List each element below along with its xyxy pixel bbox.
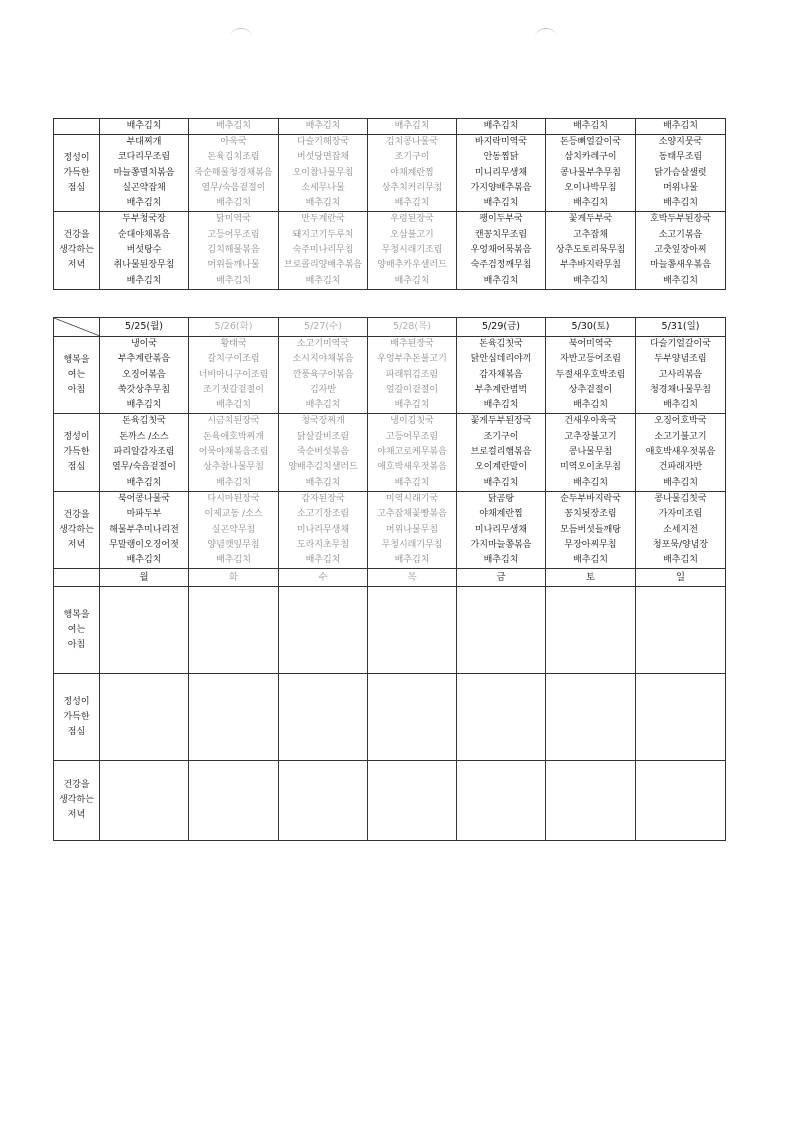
dish-item: 가지양배추볶음 <box>470 182 532 193</box>
dish-item: 소세무나물 <box>301 182 345 193</box>
dish-item: 열무/숙음겉절이 <box>112 462 176 473</box>
menu-cell <box>279 212 368 289</box>
menu-cell <box>189 119 279 135</box>
date-header-sun: 5/31(일) <box>636 318 726 337</box>
dish-item: 배추김치 <box>216 275 251 286</box>
dish-item: 북어콩나물국 <box>117 493 171 504</box>
dish-item: 브로컬리햄볶음 <box>470 447 532 458</box>
meal-label: 행복을 여는 아침 <box>54 337 100 414</box>
date-header-mon: 5/25(월) <box>100 318 189 337</box>
dish-item: 배추김치 <box>126 555 162 566</box>
menu-cell <box>100 414 189 491</box>
dish-item: 숙주검정깨무침 <box>470 260 532 271</box>
dish-item: 배추김치 <box>483 198 519 209</box>
dish-item: 냉이국 <box>130 339 158 349</box>
menu-cell <box>189 337 279 414</box>
meal-label: 정성이 가득한 점심 <box>54 414 100 491</box>
dish-item: 배추김치 <box>216 477 251 488</box>
menu-cell <box>279 587 368 674</box>
dish-item: 소고기불고기 <box>654 431 707 442</box>
dish-item: 양배추김치샐러드 <box>288 462 358 473</box>
dish-item: 애호박새우젓볶음 <box>645 447 716 458</box>
day-label-tue: 화 <box>189 569 279 587</box>
dish-item: 배추김치 <box>573 275 608 286</box>
meal-label: 건강을 생각하는 저녁 <box>54 212 100 289</box>
dish-item: 무청시래기조림 <box>381 245 443 256</box>
dish-item: 상추참나물무침 <box>203 462 264 473</box>
dish-item: 배추김치 <box>394 198 430 209</box>
dish-item: 갈치구이조림 <box>207 354 260 365</box>
menu-cell <box>189 491 279 568</box>
dish-item: 시금치된장국 <box>207 416 260 427</box>
dish-item: 배추김치 <box>126 400 162 411</box>
dish-item: 야채계란찜 <box>390 167 434 178</box>
dish-item: 배추김치 <box>305 477 341 488</box>
dish-item: 미역시래기국 <box>385 493 439 504</box>
dish-item: 상추겉절이 <box>568 384 613 395</box>
dish-item: 우엉부추돈불고기 <box>377 354 447 365</box>
dish-item: 배추김치 <box>394 275 430 286</box>
dish-item: 바지락미역국 <box>474 137 528 147</box>
dish-item: 북어미역국 <box>568 339 613 349</box>
dish-item: 꽃게두부국 <box>568 214 613 225</box>
dish-item: 무장아찌무침 <box>564 539 617 550</box>
dish-item: 상추치커리무침 <box>381 182 443 193</box>
dish-item: 너비아니구이조림 <box>198 369 269 380</box>
dish-item: 배추김치 <box>216 555 251 566</box>
dish-item: 배추김치 <box>483 121 519 131</box>
dish-item: 실곤약잡채 <box>122 182 166 193</box>
dish-item: 소고기장조림 <box>296 509 350 520</box>
menu-cell <box>279 119 368 135</box>
dish-item: 냉이김칫국 <box>390 416 434 427</box>
dish-item: 배추김치 <box>663 555 698 566</box>
meal-table-previous-week <box>53 118 726 290</box>
dish-item: 닭가슴살샐럿 <box>654 167 707 178</box>
dish-item: 배추김치 <box>663 477 698 488</box>
menu-cell <box>636 135 726 212</box>
menu-cell <box>457 119 546 135</box>
dish-item: 건파래자반 <box>658 462 703 473</box>
dish-item: 김자반 <box>309 384 337 395</box>
dish-item: 소고기볶음 <box>658 229 703 240</box>
dish-item: 애호박새우젓볶음 <box>377 462 447 473</box>
menu-cell <box>100 135 189 212</box>
dish-item: 건새우아욱국 <box>564 416 617 427</box>
menu-cell <box>368 119 457 135</box>
dish-item: 돈등뼈얼갈이국 <box>560 137 621 147</box>
dish-item: 순대야채볶음 <box>117 229 171 240</box>
dish-item: 고등어무조림 <box>385 431 439 442</box>
dish-item: 고추잡채 <box>573 229 608 240</box>
dish-item: 배추김치 <box>126 121 162 131</box>
menu-cell <box>368 337 457 414</box>
dish-item: 미나리무생채 <box>474 524 528 535</box>
menu-cell <box>636 587 726 674</box>
menu-cell <box>546 587 636 674</box>
dish-item: 배추김치 <box>663 275 698 286</box>
dish-item: 돈육김칫국 <box>122 416 166 427</box>
menu-cell <box>457 674 546 761</box>
dish-item: 조기구이 <box>483 431 519 442</box>
dish-item: 오이참나물무침 <box>292 167 354 178</box>
dish-item: 이제교동 /소스 <box>204 509 263 520</box>
meal-row <box>54 414 726 491</box>
header-corner-diagonal <box>54 318 100 337</box>
empty-meal-row <box>54 761 726 841</box>
dish-item: 닭곰탕 <box>487 493 515 504</box>
menu-cell <box>279 337 368 414</box>
meal-label: 정성이 가득한 점심 <box>54 135 100 212</box>
dish-item: 콩나물김칫국 <box>654 493 707 504</box>
menu-cell <box>546 119 636 135</box>
dish-item: 해물부추미나리전 <box>109 524 179 535</box>
menu-cell <box>100 491 189 568</box>
dish-item: 순두부바지락국 <box>560 493 621 504</box>
menu-cell <box>100 119 189 135</box>
dish-item: 배추김치 <box>483 477 519 488</box>
dish-item: 배추김치 <box>483 555 519 566</box>
dish-item: 감자채볶음 <box>479 369 523 380</box>
dish-item: 머위나물 <box>663 182 698 193</box>
meal-label: 건강을 생각하는 저녁 <box>54 491 100 568</box>
dish-item: 얼갈이겉절이 <box>385 384 439 395</box>
dish-item: 오징어볶음 <box>122 369 166 380</box>
menu-cell <box>189 587 279 674</box>
menu-cell <box>457 414 546 491</box>
dish-item: 죽순해물청경채볶음 <box>194 167 273 178</box>
punch-hole-right <box>535 28 557 47</box>
dish-item: 양배추카우샐러드 <box>377 260 447 271</box>
dish-item: 배추김치 <box>663 198 698 209</box>
day-label-mon: 월 <box>100 569 189 587</box>
dish-item: 배추김치 <box>394 121 430 131</box>
dish-item: 동태무조림 <box>658 152 703 163</box>
dish-item: 다슬기얼갈이국 <box>650 339 711 349</box>
meal-row <box>54 212 726 289</box>
dish-item: 배추김치 <box>305 121 341 131</box>
dish-item: 소고기미역국 <box>296 339 350 349</box>
menu-cell <box>368 674 457 761</box>
dish-item: 도라지초무침 <box>296 539 350 550</box>
dish-item: 배추된장국 <box>390 339 434 349</box>
dish-item: 배추김치 <box>573 400 608 411</box>
dish-item: 우렁된장국 <box>390 214 434 225</box>
dish-item: 만두계란국 <box>301 214 345 225</box>
menu-cell <box>189 414 279 491</box>
menu-cell <box>546 212 636 289</box>
dish-item: 배추김치 <box>394 400 430 411</box>
dish-item: 닭살갈비조림 <box>296 431 350 442</box>
menu-cell <box>279 491 368 568</box>
menu-cell <box>546 491 636 568</box>
dish-item: 꽃게두부된장국 <box>470 416 532 427</box>
dish-item: 배추김치 <box>394 477 430 488</box>
dish-item: 무말랭이오징어젓 <box>109 539 179 550</box>
date-header-wed: 5/27(수) <box>279 318 368 337</box>
dish-item: 파래튀김조림 <box>385 369 439 380</box>
dish-item: 안동찜닭 <box>483 152 519 163</box>
dish-item: 오삼불고기 <box>390 229 434 240</box>
dish-item: 꽁치됫장조림 <box>564 509 617 520</box>
menu-cell <box>368 587 457 674</box>
dish-item: 콩나물부추무침 <box>560 167 621 178</box>
dish-item: 돼지고기두루치 <box>292 229 354 240</box>
meal-label: 행복을 여는 아침 <box>54 587 100 674</box>
menu-cell <box>457 135 546 212</box>
dish-item: 버섯당면잡채 <box>296 152 350 163</box>
menu-cell <box>457 761 546 841</box>
dish-item: 배추김치 <box>573 555 608 566</box>
dish-item: 오이나박무침 <box>564 182 617 193</box>
dish-item: 상추도토리묵무침 <box>555 245 626 256</box>
dish-item: 다슬기해장국 <box>296 137 350 147</box>
dish-item: 돈육애호박찌개 <box>203 431 264 442</box>
dish-item: 조기구이 <box>394 152 430 163</box>
date-header-thu: 5/28(목) <box>368 318 457 337</box>
dish-item: 배추김치 <box>216 400 251 411</box>
dish-item: 고춧잎장아찌 <box>654 245 707 256</box>
dish-item: 다시마된장국 <box>207 493 260 504</box>
dish-item: 머위들깨나물 <box>207 260 260 271</box>
menu-cell <box>368 491 457 568</box>
dish-item: 우엉채어묵볶음 <box>470 245 532 256</box>
menu-cell <box>368 212 457 289</box>
menu-cell <box>100 761 189 841</box>
dish-item: 콩나물무침 <box>568 447 613 458</box>
dish-item: 김치콩나물국 <box>385 137 439 147</box>
dish-item: 두부청국장 <box>122 214 166 225</box>
meal-row <box>54 337 726 414</box>
dish-item: 마늘쫑새우볶음 <box>650 260 711 271</box>
dish-item: 버섯탕수 <box>126 245 162 256</box>
dish-item: 소시지야채볶음 <box>292 354 354 365</box>
meal-label: 건강을 생각하는 저녁 <box>54 761 100 841</box>
menu-cell <box>457 212 546 289</box>
dish-item: 캔꽁치무조림 <box>474 229 528 240</box>
diagonal-line-icon <box>54 318 100 336</box>
date-header-tue: 5/26(화) <box>189 318 279 337</box>
dish-item: 모듬버섯들깨탕 <box>560 524 621 535</box>
dish-item: 고추장불고기 <box>564 431 617 442</box>
meal-table-week-0525 <box>53 317 726 841</box>
dish-item: 배추김치 <box>483 275 519 286</box>
menu-cell <box>457 337 546 414</box>
menu-cell <box>189 674 279 761</box>
dish-item: 두절새우호박조림 <box>555 369 626 380</box>
dish-item: 아욱국 <box>220 137 247 147</box>
dish-item: 열무/숙음겉절이 <box>201 182 266 193</box>
dish-item: 부추계란볶음 <box>117 354 171 365</box>
dish-item: 브로콜리양배추볶음 <box>283 260 363 271</box>
dish-item: 미역오이초무침 <box>560 462 621 473</box>
day-label-sat: 토 <box>546 569 636 587</box>
dish-item: 마파두부 <box>126 509 162 520</box>
dish-item: 배추김치 <box>305 555 341 566</box>
menu-cell <box>546 135 636 212</box>
dish-item: 닭안심데리야끼 <box>470 354 532 365</box>
menu-cell <box>546 761 636 841</box>
dish-item: 부추계란범벅 <box>474 384 528 395</box>
menu-cell <box>636 414 726 491</box>
punch-hole-left <box>230 28 252 47</box>
dish-item: 숙주미나리무침 <box>292 245 354 256</box>
dish-item: 배추김치 <box>573 121 608 131</box>
menu-cell <box>546 337 636 414</box>
menu-cell <box>279 414 368 491</box>
dish-item: 소세지전 <box>663 524 698 535</box>
menu-cell <box>100 587 189 674</box>
dish-item: 조기젓갈겉절이 <box>203 384 264 395</box>
dish-item: 오이계란말이 <box>474 462 528 473</box>
meal-row <box>54 135 726 212</box>
dish-item: 배추김치 <box>305 275 341 286</box>
dish-item: 배추김치 <box>483 400 519 411</box>
dish-item: 가자미조림 <box>658 509 703 520</box>
menu-cell <box>189 761 279 841</box>
dish-item: 코다리무조림 <box>117 152 171 163</box>
dish-item: 배추김치 <box>216 121 251 131</box>
dish-item: 무청시래기무침 <box>381 539 443 550</box>
dish-item: 오징어호박국 <box>654 416 707 427</box>
dish-item: 청경채나물무침 <box>650 384 711 395</box>
menu-cell <box>368 414 457 491</box>
date-header-fri: 5/29(금) <box>457 318 546 337</box>
dish-item: 야채계란찜 <box>479 509 523 520</box>
dish-item: 쑥갓상추무침 <box>117 384 171 395</box>
menu-cell <box>100 674 189 761</box>
dish-item: 청포묵/양념장 <box>652 539 709 550</box>
dish-item: 두부양념조림 <box>654 354 707 365</box>
dish-item: 파리알감자조림 <box>113 447 175 458</box>
dish-item: 양념깻잎무침 <box>207 539 260 550</box>
date-header-sat: 5/30(토) <box>546 318 636 337</box>
menu-cell <box>189 212 279 289</box>
empty-meal-row <box>54 674 726 761</box>
dish-item: 고사리볶음 <box>658 369 703 380</box>
menu-cell <box>546 414 636 491</box>
dish-item: 머위나물무침 <box>385 524 439 535</box>
dish-item: 황태국 <box>220 339 247 349</box>
meal-row <box>54 491 726 568</box>
dish-item: 청국장찌개 <box>301 416 345 427</box>
menu-cell <box>636 674 726 761</box>
dish-item: 감자된장국 <box>301 493 345 504</box>
day-label-wed: 수 <box>279 569 368 587</box>
dish-item: 배추김치 <box>573 477 608 488</box>
dish-item: 자반고등어조림 <box>560 354 621 365</box>
dish-item: 가지마늘쫑볶음 <box>470 539 532 550</box>
dish-item: 배추김치 <box>216 198 251 209</box>
menu-cell <box>279 135 368 212</box>
dish-item: 취나물된장무침 <box>113 260 175 271</box>
dish-item: 돈까스 /소스 <box>119 431 169 442</box>
dish-item: 미나리무생채 <box>296 524 350 535</box>
day-label-sun: 일 <box>636 569 726 587</box>
top-row-label <box>54 119 100 135</box>
dish-item: 배추김치 <box>663 121 698 131</box>
dish-item: 야채고로케무볶음 <box>377 447 447 458</box>
dish-item: 배추김치 <box>573 198 608 209</box>
dish-item: 깐풍육구이볶음 <box>292 369 354 380</box>
dish-item: 호박두부된장국 <box>650 214 711 225</box>
menu-cell <box>636 761 726 841</box>
dish-item: 배추김치 <box>126 477 162 488</box>
top-kimchi-row <box>54 119 726 135</box>
dish-item: 소양지뭇국 <box>658 137 703 147</box>
meal-label: 정성이 가득한 점심 <box>54 674 100 761</box>
dish-item: 부대찌개 <box>126 137 162 147</box>
menu-cell <box>546 674 636 761</box>
menu-cell <box>368 761 457 841</box>
dish-item: 돈육김칫국 <box>479 339 523 349</box>
dish-item: 배추김치 <box>663 400 698 411</box>
dish-item: 배추김치 <box>126 198 162 209</box>
menu-cell <box>368 135 457 212</box>
menu-cell <box>100 212 189 289</box>
dish-item: 삼치카레구이 <box>564 152 617 163</box>
dish-item: 실곤약무침 <box>211 524 256 535</box>
menu-cell <box>636 119 726 135</box>
dish-item: 마늘쫑멸치볶음 <box>113 167 175 178</box>
day-label-thu: 목 <box>368 569 457 587</box>
menu-cell <box>636 212 726 289</box>
dish-item: 돈육김치조림 <box>207 152 260 163</box>
day-row-corner <box>54 569 100 587</box>
dish-item: 김치해물볶음 <box>207 245 260 256</box>
empty-meal-row <box>54 587 726 674</box>
dish-item: 팽이두부국 <box>479 214 523 225</box>
dish-item: 배추김치 <box>126 275 162 286</box>
menu-cell <box>457 491 546 568</box>
menu-cell <box>457 587 546 674</box>
menu-cell <box>189 135 279 212</box>
dish-item: 고추잡채꽃빵볶음 <box>377 509 447 520</box>
dish-item: 부추바지락무침 <box>560 260 621 271</box>
menu-cell <box>279 761 368 841</box>
dish-item: 배추김치 <box>394 555 430 566</box>
dish-item: 어묵야채볶음조림 <box>198 447 269 458</box>
day-label-fri: 금 <box>457 569 546 587</box>
dish-item: 죽순버섯볶음 <box>296 447 350 458</box>
dish-item: 배추김치 <box>305 400 341 411</box>
menu-cell <box>279 674 368 761</box>
menu-cell <box>636 491 726 568</box>
dish-item: 닭미역국 <box>216 214 251 225</box>
dish-item: 배추김치 <box>305 198 341 209</box>
menu-cell <box>636 337 726 414</box>
menu-cell <box>100 337 189 414</box>
dish-item: 고등어무조림 <box>207 229 260 240</box>
dish-item: 미니리무생채 <box>474 167 528 178</box>
